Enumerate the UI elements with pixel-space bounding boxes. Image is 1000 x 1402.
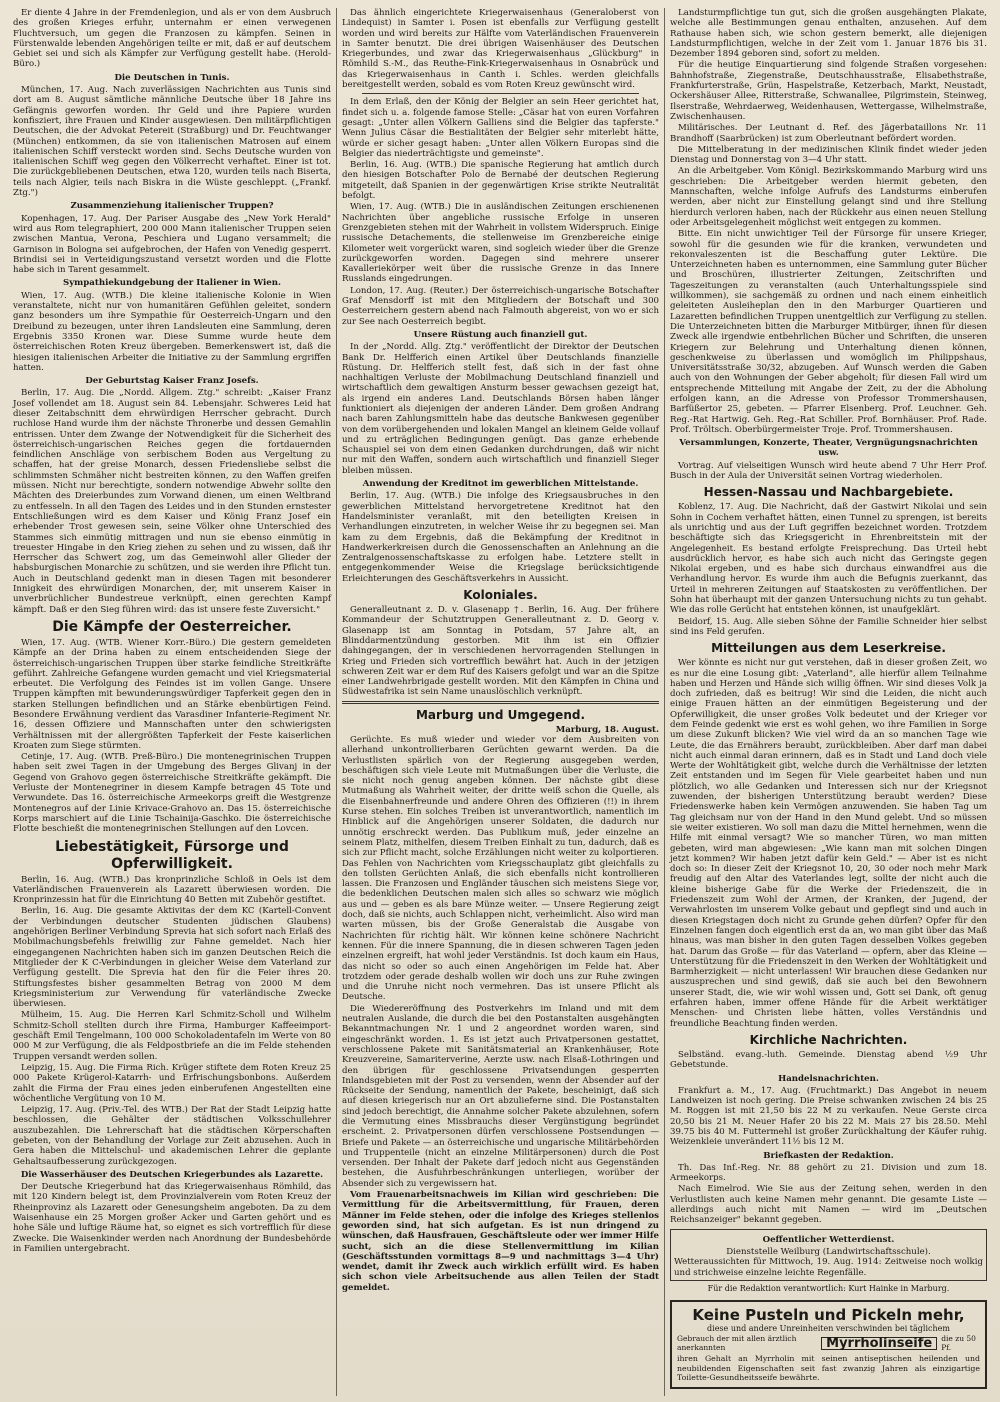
column-middle bbox=[336, 8, 664, 1396]
article-sympathy: Wien, 17. Aug. (WTB.) Die kleine italienische Kolonie in Wien veranstaltete, nicht nur von humanitären Gefühlen geleitet, sondern ganz besonders um ihre Sympathie für Oesterreich-Ungarn und den Dreibund zu bezeugen, unter ihren Landsleuten eine Sammlung, deren Ergebnis 3350 Kronen war. Diese Summe wurde heute dem österreichischen Roten Kreuz übergeben. Bemerkenswert ist, daß die hiesigen italienischen Arbeiter die Initiative zu der Sammlung ergriffen hatten. bbox=[13, 290, 331, 373]
article-battles-2: Cetinje, 17. Aug. (WTB. Preß-Büro.) Die montenegrinischen Truppen haben seit zwei Tagen in der Umgebung des Berges Glivanj in der Gegend von Grahovo gegen österreichische Streitkräfte gekämpft. Die Verluste der Montenegriner in diesem Kampfe betragen 45 Tote und Verwundete. Das 16. österreichische Armeekorps greift die Westgrenze Montenegros auf der Linie Krivace-Grahovo an. Das 15. österreichische Korps marschiert auf die Linie Tschainija-Gaschko. Die österreichische Flotte beschießt die montenegrinischen Stellungen auf den Lovcen. bbox=[13, 752, 331, 835]
article-clinic: Die Mittelberatung in der medizinischen Klinik findet wieder jeden Dienstag und Donnerstag von 3—4 Uhr statt. bbox=[670, 144, 987, 166]
heading-charity: Liebestätigkeit, Fürsorge und Opferwilligkeit. bbox=[55, 838, 289, 872]
weather-forecast: Wetteraussichten für Mittwoch, 19. Aug. 1914: Zeitweise noch wolkig und strichweise einzelne leichte Regenfälle. bbox=[674, 1257, 983, 1278]
article-colonial: Generalleutnant z. D. v. Glasenapp †. Berlin, 16. Aug. Der frühere Kommandeur der Schutztruppen Generalleutnant z. D. Georg v. Glasenapp ist am Sonntag in Potsdam, 57 Jahre alt, an Blinddarmentzündung gestorben. Mit ihm ist ein Offizier dahingegangen, der in verschiedenen hervorragenden Stellungen in Krieg und Frieden sich vortrefflich bewährt hat. Auch in der jetzigen schweren Zeit war er dem Ruf des Kaisers gefolgt und war an die Spitze einer Landwehrbrigade gestellt worden. Mit den Kämpfen in China und Südwestafrika ist sein Name unauslöschlich verknüpft. bbox=[342, 605, 659, 698]
article-landsturm: Landsturmpflichtige tun gut, sich die großen ausgehängten Plakate, welche alle Bestimmungen genau enthalten, anzusehen. Auf dem Rathause haben sich, wie schon gestern bemerkt, alle diejenigen Landsturmpflichtigen, welche in der Zeit vom 1. Januar 1876 bis 31. Dezember 1894 geboren sind, sofort zu melden. bbox=[670, 8, 987, 60]
heading-credit: Anwendung der Kreditnot im gewerblichen Mittelstande. bbox=[362, 479, 639, 490]
article-lazarett: Der Deutsche Kriegerbund hat das Kriegerwaisenhaus Römhild, das mit 120 Kindern belegt ist, dem Provinzialverein vom Roten Kreuz der Rheinprovinz als Lazarett oder Genesungsheim angeboten. Da zu dem Waisenhause ein 25 Morgen großer Acker und Garten gehört und es hohe Säle und luftige Räume hat, so eignet es sich vortrefflich für diese Zwecke. Die Waisenkinder werden nach Anordnung der Bundesbehörde in Familien untergebracht. bbox=[13, 1182, 331, 1254]
article-charity-4: Leipzig, 15. Aug. Die Firma Rich. Krüger stiftete dem Roten Kreuz 25 000 Pakete Krügerol-Katarrh- und Erfrischungsbonbons. Außerdem zahlt die Firma der Frau eines jeden einberufenen Angestellten eine wöchentliche Vergütung von 10 M. bbox=[13, 1062, 331, 1104]
heading-colonial: Koloniales. bbox=[463, 588, 538, 603]
heading-church: Kirchliche Nachrichten. bbox=[749, 1032, 908, 1047]
article-london: London, 17. Aug. (Reuter.) Der österreichisch-ungarische Botschafter Graf Mensdorff ist mit den Mitgliedern der Botschaft und 300 Oesterreichern gestern abend nach Falmouth abgereist, von wo er sich zur See nach Oesterreich begibt. bbox=[342, 285, 659, 327]
article-women-work: Vom Frauenarbeitsnachweis im Kilian wird geschrieben: Die Vermittlung für die Arbeitsvermittlung, für Frauen, deren Männer im Felde stehen, oder die infolge des Krieges stellenlos geworden sind, hat sich aufgetan. Es ist nun dringend zu wünschen, daß Hausfrauen, Geschäftsleute oder wer immer Hilfe sucht, sich an die diese Stellenvermittlung im Kilian (Geschäftsstunden vormittags 8—9 und nachmittags 3—4 Uhr) wendet, damit ihr Zweck auch wirklich erfüllt wird. Es haben sich schon viele Arbeitsuchende aus allen Teilen der Stadt gemeldet. bbox=[342, 1190, 659, 1293]
heading-trade: Handelsnachrichten. bbox=[778, 1073, 879, 1084]
article-italian-troops: Kopenhagen, 17. Aug. Der Pariser Ausgabe des „New York Herald" wird aus Rom telegraphiert, 200 000 Mann italienischer Truppen seien zwischen Mantua, Verona, Peschiera und Lugano versammelt; die Garnison in Bologna sei aufgebrochen, der Hafen von Venedig gesperrt. Brindisi sei in Verteidigungszustand versetzt worden und die Flotte habe sich in Tarent gesammelt. bbox=[13, 213, 331, 276]
article-orphanage: Das ähnlich eingerichtete Kriegerwaisenhaus (Generaloberst von Lindequist) in Samter i. Posen ist ebenfalls zur Verfügung gestellt worden und wird bereits zur Hälfte vom Vaterländischen Frauenverein in Samter benutzt. Die drei übrigen Waisenhäuser des Deutschen Kriegerbundes, und zwar das Kriegerwaisenhaus „Glückburg" in Römhild S.-M., das Reuthe-Fink-Kriegerwaisenhaus in Osnabrück und das Kriegerwaisenhaus in Canth i. Schles. werden gleichfalls bereitgestellt werden, sobald es vom Roten Kreuz gewünscht wird. bbox=[342, 8, 659, 91]
weather-box bbox=[670, 1229, 987, 1281]
article-request: Bitte. Ein nicht unwichtiger Teil der Fürsorge für unsere Krieger, sowohl für die gesunden wie für die kranken, verwundeten und rekonvaleszenten ist die Beschaffung guter Lektüre. Die Unterzeichneten haben es unternommen, eine Sammlung guter Bücher und Broschüren, illustrierter Zeitungen, Zeitschriften und Tageszeitungen zu veranstalten (auch Unterhaltungsspiele sind willkommen), sie sachgemäß zu ordnen und nach einem einheitlich geleiteten Ausleiheplan den in den Marburger Quartieren und Lazaretten befindlichen Truppen unentgeltlich zur Verfügung zu stellen. Die Unterzeichneten bitten die Marburger Mitbürger, ihnen für diesen Zweck alle irgendwie entbehrlichen Bücher und Schriften, die unseren Kriegern zur Belehrung und Unterhaltung dienen können, geschenkweise zu überlassen und womöglich im Philippshaus, Universitätsstraße 30/32, abzugeben. Auf Wunsch werden die Gaben auch von den Wohnungen der Geber abgeholt; für diesen Fall wird um entsprechende Mitteilung mit Angabe der Zeit, zu der die Abholung erfolgen kann, an die Adresse von Professor Trommershausen, Barfüßertor 25, gebeten. — Pfarrer Elsenberg. Prof. Leuchner. Geh. Reg.-Rat Hartwig. Geh. Reg.-Rat Schiller. Prof. Bornhäuser. Prof. Rade. Prof. Tröltsch. Oberbürgermeister Troje. Prof. Trommershausen. bbox=[670, 229, 987, 435]
article-koblenz: Koblenz, 17. Aug. Die Nachricht, daß der Gastwirt Nikolai und sein Sohn in Cochem verhaftet hätten, einen Tunnel zu sprengen, ist bereits als unrichtig und aus der Luft gegriffen bezeichnet worden. Trotzdem beschäftigte sich das Kriegsgericht in Ehrenbreitstein mit der Angelegenheit. Es bestand erfolgte Freisprechung. Das Urteil hebt ausdrücklich hervor, es habe sich auch nicht das Geringste gegen Nikolai ergeben, und es habe sich durchaus einwandfrei aus die Verhandlung hervor. Es wurde ihm auch die Befugnis zuerkannt, das Urteil in mehreren Zeitungen auf Staatskosten zu veröffentlichen. Der Sohn hat überhaupt mit der ganzen Untersuchung nichts zu tun gehabt. Wie das rolle Gerücht hat entstehen können, ist unaufgeklärt. bbox=[670, 502, 987, 616]
ad-body: ihren Gehalt an Myrrholin mit seinen antiseptischen heilenden und neubildenden Eigenschaften seit fast zwanzig Jahren als einzigartige Toilette-Gesundheitsseife bewährte. bbox=[677, 1354, 980, 1383]
heading-tunis: Die Deutschen in Tunis. bbox=[114, 72, 230, 83]
column-left bbox=[8, 8, 336, 1396]
heading-battles: Die Kämpfe der Oesterreicher. bbox=[52, 618, 292, 635]
article-lecture: Vortrag. Auf vielseitigen Wunsch wird heute abend 7 Uhr Herr Prof. Busch in der Aula der Universität seinen Vortrag wiederholen. bbox=[670, 460, 987, 482]
heading-letterbox: Briefkasten der Redaktion. bbox=[763, 1150, 894, 1161]
heading-weather: Oeffentlicher Wetterdienst. bbox=[762, 1234, 895, 1245]
dateline: Marburg, 18. August. bbox=[555, 724, 659, 735]
intro-article: Er diente 4 Jahre in der Fremdenlegion, und als er von dem Ausbruch des großen Krieges erfuhr, unternahm er einen verwegenen Fluchtversuch, um gegen die Franzosen zu kämpfen. Seinen in Fürstenwalde lebenden Angehörigen teilte er mit, daß er auf deutschem Gebiet sei und sich als Kämpfer zur Verfügung gestellt habe. (Herold-Büro.) bbox=[13, 8, 331, 70]
article-postal: Die Wiedereröffnung des Postverkehrs im Inland und mit dem neutralen Auslande, die durch die bei den Postanstalten ausgehängten Bekanntmachungen Nr. 1 und 2 angeordnet worden waren, sind eingeschränkt worden. 1. Es ist jetzt auch Privatpersonen gestattet, verschlossene Pakete mit Sanitätsmaterial an Krankenhäuser, Rote Kreuzvereine, Samariterverine, Aerzte usw. nach Elsaß-Lothringen und den übrigen für geschlossene Privatsendungen gesperrten Inlandsgebieten mit der Post zu versenden, wenn der Absender auf der Rückseite der Sendung, namentlich der Pakete, bescheinigt, daß sich auf diesen kriegerisch nur an Ort abzulieferne sind. Die Postanstalten sind jedoch berechtigt, die Annahme solcher Pakete abzulehnen, sofern die Vermutung eines Missbrauchs dieser Vergünstigung begründet erscheint. 2. Privatpersonen dürfen verschlossene Postsendungen — Briefe und Pakete — an österreichische und ungarische Militärbehörden und Truppenteile (nicht an einzelne Militärpersonen) durch die Post versenden. Der Inhalt der Pakete darf jedoch nicht aus Gegenständen bestehen, die Ausfuhrbeschränkungen unterliegen, worüber der Absender sich zu vergewissern hat. bbox=[342, 1003, 659, 1189]
divider bbox=[362, 93, 639, 94]
article-kaiser-birthday: Berlin, 17. Aug. Die „Nordd. Allgem. Ztg." schreibt: „Kaiser Franz Josef vollendet am 18. August sein 84. Lebensjahr. Schweres Leid hat dieser Zeitabschnitt dem ehrwürdigen Herrscher gebracht. Durch ruchlose Hand wurde ihm der nächste Thronerbe und dessen Gemahlin entrissen. Unter dem Zwange der Notwendigkeit für die Sicherheit des österreichisch-ungarischen Reiches gegen die fortdauernden feindlichen Anschläge von serbischem Boden aus Vergeltung zu schaffen, hat der greise Monarch, dessen Friedensliebe selbst die schlimmsten Schmäher nicht bestreiten können, zu den Waffen greifen müssen. Nicht nur berechtigte, sondern notwendige Abwehr sollte den Mächten des Dreierbundes zum Vorwand dienen, um einen Weltbrand zu entfesseln. In all den Tagen des Leides und in den Stunden ernstester Entschließungen wird es dem Kaiser und König Franz Josef ein erhebender Trost gewesen sein, seine Völker ohne Unterschied des Stammes sich einmütig mittragen und nun sie ebenso einmütig in treuester Hingabe in den Krieg ziehen zu sehen und zu wissen, daß ihr Herrscher das Schwert zog, um das Gemeinwohl aller Glieder der habsburgischen Monarchie zu schützen, und sie werden ihre Pflicht tun. Auch in Deutschland gedenkt man in diesen Tagen mit besonderer Innigkeit des ehrwürdigen Monarchen, der, mit unserem Kaiser in unverbrüchlicher Bundestreue verknüpft, einen gerechten Kampf kämpft. Daß er den Sieg führen wird: das ist unsere feste Zuversicht." bbox=[13, 388, 331, 615]
article-charity-5: Leipzig, 17. Aug. (Priv.-Tel. des WTB.) Der Rat der Stadt Leipzig hatte beschlossen, die Gehälter der städtischen Volksschullehrer auszubezahlen. Die Lehrerschaft hat die städtischen Körperschaften gebeten, von der Behandlung der Vorlage zur Zeit abzusehen. Auch in Gera haben die Mittelschul- und akademischen Lehrer die geplante Gehaltsaufbesserung zurückgezogen. bbox=[13, 1105, 331, 1167]
column-right bbox=[664, 8, 992, 1396]
article-readers: Wer könnte es nicht nur gut verstehen, daß in dieser großen Zeit, wo es nur die eine Losung gibt: „Vaterland", alle hierfür allem Teilnahme haben und Herzen und Hände sich willig öffnen. Wir sind dieses Volk ja doch zufrieden, daß es beitrug! Wir sind die Leiden, die nicht auch einige Frauen hätten an der einmütigen Begeisterung und der Opferwilligkeit, die unser großes Volk bedeutet und der Krieger vor dem Feinde gedenkt wie erst es wohl gehen, wo ihre Familien in Sorge um diese Zukunft blicken? Wie viel wird da an so manchen Tage wie Leute, die das Ernährers beraubt, zurückbleiben. Aber darf man dabei nicht auch einmal daran erinnern, daß es in Stadt und Land doch viele Werte der Wohltätigkeit gibt, welche durch die Verhältnisse der letzten Zeit entstanden und im Segen für Viele gearbeitet haben und nun plötzlich, wo alle Gedanken und Interessen sich nur der Kriegsnot zuwenden, der bisherigen Unterstützung beraubt werden? Diese Friedenswerke haben kein Vermögen anzuwenden. Sie haben Tag um Tag gleichsam nur von der Hand in den Mund gelebt. Und so müssen sie weiter existieren. Wo soll man dazu die Mittel hernehmen, wenn die Hilfe mit einmal versagt? Wie so mancher Türen, wo man mitten gebeten, wird man abgewiesen: „Wie kann man mit solchen Dingen jetzt kommen? Wir haben jetzt dafür kein Geld." — Aber ist es nicht doch so: In dieser Zeit der Kriegsnot 10, 20, 30 oder noch mehr Mark freudig auf den Altar des Vaterlandes legt, sollte der nicht auch die kleine bisherige Gabe für die Werke der Friedenszeit, die in Friedenszeit zum Wohl der Armen, der Kranken, der Jugend, der Verwahrlosten im unserem Volke gebaut und gepflegt sind und auch in diesen Kriegstagen doch nicht zu Grunde gehen dürfen? Opfer für den Einzelnen fangen doch eigentlich erst da an, wo man gibt über das Maß hinaus, was man bisher in den guten Tagen desselben Volkes gegeben hat. Darum das Große — für das Vaterland — opfern, aber das Kleine — Unterstützung für die Friedenszeit in den Werken der Wohltätigkeit und Barmherzigkeit — nicht unterlassen! Wir brauchen diese Gedanken nur auszusprechen und sind gewiß, daß sie auch bei den Bewohnern unserer Stadt, die, wie wir wohl wissen und, Gott sei Dank, oft genug erfahren haben, immer offene Hände für die Arbeit werktätiger Menschen- und Christen liebe hätten, volles Verständnis und freundliche Beachtung finden werden. bbox=[670, 658, 987, 1029]
heading-events: Versammlungen, Konzerte, Theater, Vergnügungsnachrichten usw. bbox=[679, 438, 978, 459]
article-letterbox-2: Nach Eimelrod. Wie Sie aus der Zeitung sehen, werden in den Verlustlisten auch keine Namen mehr genannt. Die gesamte Liste — allerdings auch nicht mit Namen — wird im „Deutschen Reichsanzeiger" bekannt gegeben. bbox=[670, 1184, 987, 1226]
article-quartering: Für die heutige Einquartierung sind folgende Straßen vorgesehen: Bahnhofstraße, Ziegenstraße, Deutschhausstraße, Elisabethstraße, Frankfurterstraße, Grün, Haspelstraße, Ketzerbach, Markt, Neustadt, Ockershäuser Allee, Ritterstraße, Schwanallee, Pilgrimstein, Steinweg, Ilserstraße, Wehrdaerweg, Weidenhausen, Wettergasse, Wilhelmstraße, Zwischenhausen. bbox=[670, 60, 987, 122]
editor-line: Für die Redaktion verantwortlich: Kurt Hainke in Marburg. bbox=[707, 1283, 950, 1293]
article-beidorf: Beidorf, 15. Aug. Alle sieben Söhne der Familie Schneider hier selbst sind ins Feld gerufen. bbox=[670, 616, 987, 637]
heading-finance: Unsere Rüstung auch finanziell gut. bbox=[413, 329, 588, 340]
article-letterbox-1: Th. Das Inf.-Reg. Nr. 88 gehört zu 21. Division und zum 18. Armeekorps. bbox=[670, 1162, 987, 1184]
article-credit: Berlin, 17. Aug. (WTB.) Die infolge des Kriegsausbruches in den gewerblichen Mittelstand hervorgetretene Kreditnot hat den Handelsminister veranlaßt, mit den beteiligten Kreisen in Verhandlungen einzutreten, in welcher Weise ihr zu begegnen sei. Man kam zu dem Ergebnis, daß die Bekämpfung der Kreditnot in Handwerkerkreisen durch die Genossenschaften an Anlehnung an die Zentralgenossenschaftskasse zu erfolgen habe. Letztere stellt in entgegenkommender Weise die Kriegslage berücksichtigende Erleichterungen des Geschäftsverkehrs in Aussicht. bbox=[342, 491, 659, 584]
ad-subtitle: diese und andere Unreinheiten verschwinden bei täglichem bbox=[707, 1324, 950, 1334]
heading-sympathy: Sympathiekundgebung der Italiener in Wien. bbox=[62, 278, 282, 289]
ad-title: Keine Pusteln und Pickeln mehr, bbox=[692, 1306, 965, 1325]
article-belgians: In dem Erlaß, den der König der Belgier an sein Heer gerichtet hat, findet sich u. a. folgende famose Stelle: „Cäsar hat von euren Vorfahren gesagt: „Unter allen Völkern Galliens sind die Belgier das tapferste." Wenn Julius Cäsar die Bestialitäten der Belgier sehr miterlebt hätte, würde er sicher gesagt haben: „Unter allen Völkern Europas sind die Belgier das niederträchtigste und gemeinste". bbox=[342, 97, 659, 159]
article-vienna: Wien, 17. Aug. (WTB.) Die in ausländischen Zeitungen erschienenen Nachrichten über angebliche russische Erfolge in unseren Grenzgebieten stehen mit der Wahrheit in vollstem Widerspruch. Einige russische Detachements, die stellenweise im Grenzbereiche einige Kilometer weit vorgerückt waren, sind sogleich wieder über die Grenze zurückgeworfen worden. Dagegen sind mehrere unserer Kavalleriekörper weit über die russische Grenze in das Innere Russlands eingedrungen. bbox=[342, 202, 659, 285]
ad-brand-row bbox=[677, 1334, 980, 1352]
ad-left-text: Gebrauch der mit allen ärztlich anerkannten bbox=[677, 1334, 797, 1353]
article-charity-1: Berlin, 16. Aug. (WTB.) Das kronprinzliche Schloß in Oels ist dem Vaterländischen Frauenverein als Lazarett überwiesen worden. Die Kronprinzessin hat für die Einrichtung 40 Betten mit Zubehör gestiftet. bbox=[13, 874, 331, 906]
article-military: Militärisches. Der Leutnant d. Ref. des Jägerbataillons Nr. 11 Brandhoff (Saarbrücken) ist zum Oberleutnant befördert worden. bbox=[670, 123, 987, 144]
article-finance: In der „Nordd. Allg. Ztg." veröffentlicht der Direktor der Deutschen Bank Dr. Helfferich einen Artikel über Deutschlands finanzielle Rüstung. Dr. Helfferich stellt fest, daß sich in der fast ohne nachhaltigen Verluste der Mobilmachung Deutschland finanziell und wirtschaftlich dem gewaltigen Ansturm besser gewachsen gezeigt hat, als irgend ein anderes Land. Deutschlands Börsen haben länger funktioniert als diejenigen der anderen Länder. Dem großen Andrang nach baren Zahlungsmitteln habe das deutsche Bankwesen gegenüber von dem vorübergehenden und lokalen Mangel an kleinem Gelde vollauf und zu erträglichen Bedingungen genügt. Das ganze erhebende Schauspiel sei von dem einen Gedanken durchdrungen, daß wir nicht nur mit den Waffen, sondern auch wirtschaftlich und finanziell Sieger bleiben müssen. bbox=[342, 342, 659, 476]
article-trade: Frankfurt a. M., 17. Aug. (Fruchtmarkt.) Das Angebot in neuem Landweizen ist noch gering. Die Preise schwanken zwischen 24 bis 25 M. Roggen ist mit 21,50 bis 22 M zu verkaufen. Neue Gerste circa 20,50 bis 21 M. Neuer Hafer 20 bis 22 M. Mais 27 bis 28.50. Mehl 39.75 bis 40 M. Futtermehl ist großer Zurückhaltung der Käufer ruhig. Weizenkleie unverändert 11½ bis 12 M. bbox=[670, 1085, 987, 1148]
article-employers: An die Arbeitgeber. Vom Königl. Bezirkskommando Marburg wird uns geschrieben: Die Arbeitgeber werden hiermit gebeten, den Mannschaften, welche infolge Aufrufs des Landsturms einberufen werden, aber nicht zur Einstellung gelangt sind und ihre Stellung hierdurch verloren haben, nach der Rückkehr aus einen neuen Stellung oder Arbeitsgelegenheit möglichst weit entgegen zu kommen. bbox=[670, 166, 987, 228]
article-church: Selbständ. evang.-luth. Gemeinde. Dienstag abend ½9 Uhr Gebetstunde. bbox=[670, 1049, 987, 1071]
heading-italian-troops: Zusammenziehung italienischer Truppen? bbox=[70, 201, 274, 212]
heading-readers: Mitteilungen aus dem Leserkreise. bbox=[711, 641, 946, 656]
weather-station: Dienststelle Weilburg (Landwirtschaftsschule). bbox=[726, 1246, 931, 1257]
heading-kaiser-birthday: Der Geburtstag Kaiser Franz Josefs. bbox=[85, 376, 259, 387]
double-rule bbox=[342, 701, 659, 704]
ad-right-text: die zu 50 Pf. bbox=[941, 1334, 976, 1353]
article-charity-3: Mülheim, 15. Aug. Die Herren Karl Schmitz-Scholl und Wilhelm Schmitz-Scholl stellten durch ihre Firma, Hamburger Kaffeeimport-geschäft Emil Tengelmann, 100 000 Schokoladentafeln im Werte von 80 000 M zur Verfügung, die als Feldpostbriefe an die im Felde stehenden Truppen versandt werden sollen. bbox=[13, 1010, 331, 1062]
heading-hessen: Hessen-Nassau und Nachbargebiete. bbox=[703, 485, 954, 500]
heading-lazarett: Die Wasserhäuser des Deutschen Kriegerbundes als Lazarette. bbox=[20, 1169, 324, 1180]
article-spain: Berlin, 16. Aug. (WTB.) Die spanische Regierung hat amtlich durch den hiesigen Botschafter Polo de Bernabé der deutschen Regierung mitgeteilt, daß Spanien in der gegenwärtigen Krise strikte Neutralität befolgt. bbox=[342, 160, 659, 202]
article-charity-2: Berlin, 16. Aug. Die gesamte Aktivitas der dem KC (Kartell-Convent der Verbindungen deutscher Studenten jüdischen Glaubens) angehörigen Berliner Verbindung Sprevia hat sich sofort nach Erlaß des Mobilmachungsbefehls freiwillig zur Fahne gemeldet. Nach hier eingegangenen Nachrichten haben sich im ganzen Deutschen Reich die Mitglieder der K C-Verbindungen in gleicher Weise dem Vaterland zur Verfügung gestellt. Die Sprevia hat den für die Feier ihres 20. Stiftungsfestes bisher gesammelten Betrag von 2000 M dem Kriegsministerium zur Verwendung für vaterländische Zwecke überwiesen. bbox=[13, 906, 331, 1010]
soap-advertisement bbox=[670, 1300, 987, 1389]
article-tunis: München, 17. Aug. Nach zuverlässigen Nachrichten aus Tunis sind dort am 8. August sämtliche männliche Deutsche über 18 Jahre ins Gefängnis geworfen worden. Ihr Geld und ihre Papiere wurden konfisziert, ihre Frauen und Kinder ausgewiesen. Den militärpflichtigen Deutschen, die der Advokat Petereit (Straßburg) und Dr. Feuchtwanger (München) entkommen, da sie von italienischen Matrosen auf einem italienischen Schiff versteckt worden sind. Sechs Deutsche wurden von italienischen Schiff weg gegen den Völkerrecht verhaftet. Einer ist tot. Die zurückgebliebenen Deutschen, etwa 120, wurden teils nach Biserta, teils nach Algier, teils nach Biskra in die Wüste geschleppt. („Frankf. Ztg.") bbox=[13, 85, 331, 199]
heading-marburg: Marburg und Umgegend. bbox=[415, 707, 586, 722]
article-battles-1: Wien, 17. Aug. (WTB. Wiener Korr.-Büro.) Die gestern gemeldeten Kämpfe an der Drina haben zu einem entscheidenden Siege der österreichisch-ungarischen Truppen über starke feindliche Streitkräfte geführt. Zahlreiche Gefangene wurden gemacht und viel Kriegsmaterial erbeutet. Die Verfolgung des Feindes ist im vollen Gange. Unsere Truppen kämpften mit bewunderungswürdiger Tapferkeit gegen den in starken Stellungen befindlichen und an Stärke ebenbürtigen Feind. Besondere Erwähnung verdient das Varasdiner Infanterie-Regiment Nr. 16, dessen Offiziere und Mannschaften unter den schwierigsten Verhältnissen mit der allergrößten Tapferkeit der Feste kaiserlichen Kroaten zum Siege stürmten. bbox=[13, 637, 331, 751]
ad-brand: Myrrholinseife bbox=[821, 1337, 937, 1350]
article-rumors: Gerüchte. Es muß wieder und wieder vor dem Ausbreiten von allerhand unkontrollierbaren Gerüchten gewarnt werden. Da die Verlustlisten spärlich von der Regierung ausgegeben werden, beschäftigen sich viele Leute mit Mutmaßungen über die Verluste, die sie nicht noch genug angeben können. Der nächste gibt diese Mutmaßung als Wahrheit weiter, der dritte weiß schon die Quelle, als die Eisenbahnerfreunde und andere Ohren des Offizieren (!!) in ihrem Kurse stehen. Ein solches Treiben ist unverantwortlich, namentlich im Hinblick auf die Angehörigen unserer Soldaten, die dadurch nur unnötig erschreckt werden. Das Publikum muß, jeder einzelne an seinem Platz, mithelfen, diesem Treiben Einhalt zu tun, dadurch, daß es sich zur Pflicht macht, solche Erzählungen nicht weiter zu kolportieren. Das Fehlen von Nachrichten vom Kriegsschauplatz gibt gleichfalls zu den tollsten Gerüchten Anlaß, die sich ebenfalls nicht kontrollieren lassen. Die Franzosen und Engländer täuschen sich meistens Siege vor, die bedenklichen Deutschen malen sich alles so schwarz wie möglich aus und — geben es als bare Münze weiter. — Unsere Regierung zeigt doch, daß sie nichts, auch Schlappen nicht, verheimlicht. Also wird man warten müssen, bis der Große Generalstab die Ausgabe von Nachrichten für richtig hält. Wir können keine schönere Nachricht kennen. Für die innere Spannung, die in diesen schweren Tagen jeden einzelnen ergreift, hat wohl jeder Verständnis. Ist doch kaum ein Haus, das nicht so oder so auch einen Angehörigen im Felde hat. Aber trotzdem oder gerade deshalb wollen wir doch uns zur Ruhe zwingen und die Unruhe nicht noch vermehren. Das ist unsere Pflicht als Deutsche. bbox=[342, 735, 659, 1003]
